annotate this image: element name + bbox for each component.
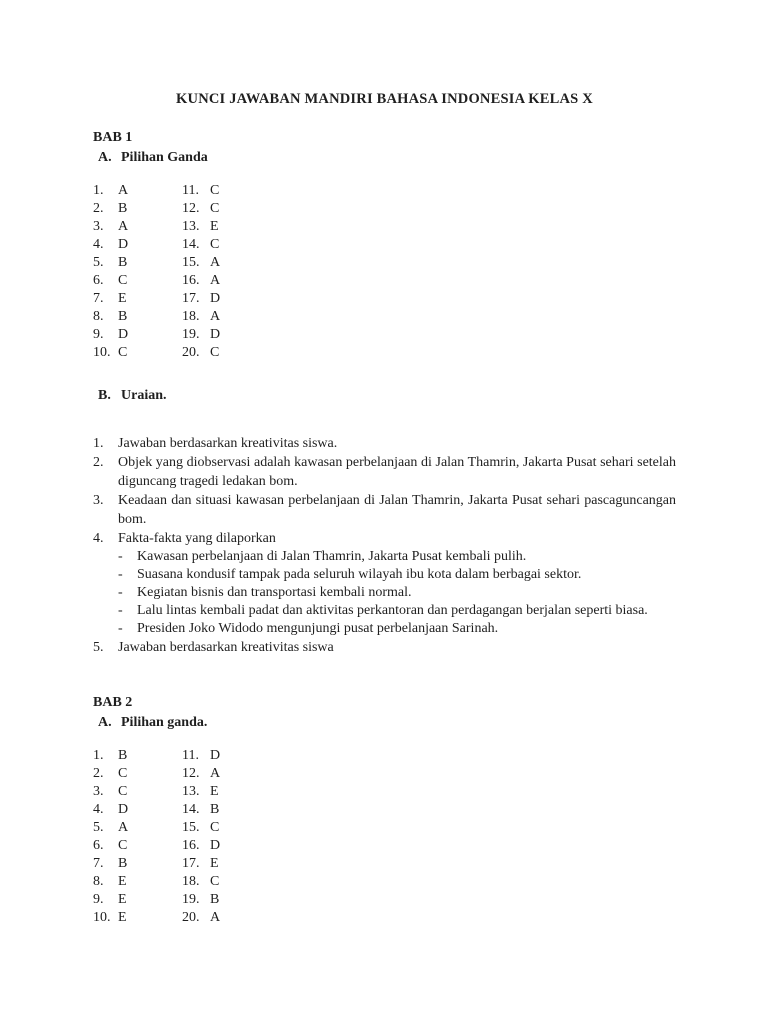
page-title: KUNCI JAWABAN MANDIRI BAHASA INDONESIA KELAS X xyxy=(176,91,593,107)
essay-answer-list-bab1 xyxy=(93,434,676,657)
answer-row xyxy=(93,200,676,218)
essay-item xyxy=(93,529,676,548)
item-marker: 3. xyxy=(93,493,104,508)
question-number: 8. xyxy=(93,874,104,889)
question-number: 1. xyxy=(93,748,104,763)
mc-answer-list-bab1 xyxy=(93,182,676,362)
essay-item xyxy=(93,620,676,638)
answer-letter: C xyxy=(210,237,220,252)
question-number: 3. xyxy=(93,784,104,799)
question-number: 18. xyxy=(182,309,200,324)
answer-letter: A xyxy=(210,273,221,288)
answer-row xyxy=(93,801,676,819)
answer-letter: A xyxy=(210,255,221,270)
chapter-bab1 xyxy=(93,128,676,657)
section-heading-pilihan-ganda-bab2 xyxy=(93,713,676,733)
question-number: 18. xyxy=(182,874,200,889)
answer-letter: E xyxy=(118,892,127,907)
answer-letter: E xyxy=(118,910,127,925)
answer-letter: D xyxy=(118,237,129,252)
answer-letter: B xyxy=(118,856,128,871)
answer-letter: C xyxy=(118,784,128,799)
question-number: 19. xyxy=(182,892,200,907)
question-number: 3. xyxy=(93,219,104,234)
question-number: 20. xyxy=(182,910,200,925)
answer-letter: A xyxy=(210,309,221,324)
item-marker: - xyxy=(118,603,123,618)
question-number: 14. xyxy=(182,237,200,252)
answer-letter: C xyxy=(210,201,220,216)
item-marker: - xyxy=(118,549,123,564)
answer-row xyxy=(93,855,676,873)
answer-row xyxy=(93,747,676,765)
question-number: 17. xyxy=(182,856,200,871)
item-marker: 1. xyxy=(93,436,104,451)
chapter-bab2 xyxy=(93,693,676,927)
item-text: Jawaban berdasarkan kreativitas siswa xyxy=(118,640,334,655)
item-text: Keadaan dan situasi kawasan perbelanjaan di Jalan Thamrin, Jakarta Pusat sehari pascaguncangan bom. xyxy=(118,493,676,527)
answer-row xyxy=(93,344,676,362)
item-marker: 2. xyxy=(93,455,104,470)
question-number: 2. xyxy=(93,201,104,216)
item-marker: - xyxy=(118,567,123,582)
item-text: Kegiatan bisnis dan transportasi kembali normal. xyxy=(137,585,412,600)
answer-letter: E xyxy=(210,784,219,799)
answer-letter: E xyxy=(118,874,127,889)
essay-item xyxy=(93,602,676,620)
answer-letter: D xyxy=(118,802,129,817)
item-text: Presiden Joko Widodo mengunjungi pusat perbelanjaan Sarinah. xyxy=(137,621,499,636)
item-text: Fakta-fakta yang dilaporkan xyxy=(118,531,276,546)
section-label: Uraian. xyxy=(121,388,167,403)
question-number: 12. xyxy=(182,201,200,216)
answer-letter: C xyxy=(210,820,220,835)
answer-row xyxy=(93,272,676,290)
section-letter: B. xyxy=(98,388,111,403)
item-text: Objek yang diobservasi adalah kawasan perbelanjaan di Jalan Thamrin, Jakarta Pusat sehari setelah diguncang tragedi ledakan bom. xyxy=(118,455,676,489)
question-number: 6. xyxy=(93,838,104,853)
section-label: Pilihan ganda. xyxy=(121,715,208,730)
question-number: 15. xyxy=(182,255,200,270)
item-text: Lalu lintas kembali padat dan aktivitas perkantoran dan perdagangan berjalan seperti biasa. xyxy=(137,603,648,618)
answer-letter: C xyxy=(210,874,220,889)
answer-row xyxy=(93,236,676,254)
answer-letter: E xyxy=(210,219,219,234)
essay-item xyxy=(93,566,676,584)
answer-row xyxy=(93,218,676,236)
answer-letter: A xyxy=(210,910,221,925)
item-marker: - xyxy=(118,585,123,600)
answer-row xyxy=(93,783,676,801)
question-number: 8. xyxy=(93,309,104,324)
answer-letter: E xyxy=(210,856,219,871)
answer-letter: D xyxy=(210,327,221,342)
question-number: 13. xyxy=(182,219,200,234)
question-number: 1. xyxy=(93,183,104,198)
question-number: 20. xyxy=(182,345,200,360)
essay-item xyxy=(93,548,676,566)
answer-letter: C xyxy=(118,345,128,360)
question-number: 2. xyxy=(93,766,104,781)
question-number: 7. xyxy=(93,856,104,871)
answer-letter: D xyxy=(210,291,221,306)
answer-row xyxy=(93,326,676,344)
answer-letter: A xyxy=(210,766,221,781)
essay-item xyxy=(93,584,676,602)
section-heading-uraian-bab1 xyxy=(93,386,676,406)
answer-row xyxy=(93,837,676,855)
answer-letter: D xyxy=(210,748,221,763)
answer-letter: C xyxy=(210,183,220,198)
question-number: 16. xyxy=(182,273,200,288)
answer-letter: D xyxy=(118,327,129,342)
question-number: 10. xyxy=(93,345,111,360)
essay-item xyxy=(93,491,676,529)
answer-row xyxy=(93,909,676,927)
answer-row xyxy=(93,819,676,837)
mc-answer-list-bab2 xyxy=(93,747,676,927)
question-number: 17. xyxy=(182,291,200,306)
answer-letter: A xyxy=(118,183,129,198)
answer-letter: B xyxy=(210,802,220,817)
answer-letter: B xyxy=(118,309,128,324)
answer-letter: E xyxy=(118,291,127,306)
answer-letter: B xyxy=(118,748,128,763)
item-marker: - xyxy=(118,621,123,636)
answer-row xyxy=(93,254,676,272)
section-letter: A. xyxy=(98,715,112,730)
answer-letter: C xyxy=(118,838,128,853)
answer-row xyxy=(93,182,676,200)
answer-letter: A xyxy=(118,820,129,835)
essay-item xyxy=(93,453,676,491)
item-text: Kawasan perbelanjaan di Jalan Thamrin, Jakarta Pusat kembali pulih. xyxy=(137,549,527,564)
answer-letter: B xyxy=(118,255,128,270)
answer-letter: B xyxy=(118,201,128,216)
question-number: 16. xyxy=(182,838,200,853)
item-text: Jawaban berdasarkan kreativitas siswa. xyxy=(118,436,338,451)
answer-letter: C xyxy=(118,766,128,781)
section-heading-pilihan-ganda-bab1 xyxy=(93,148,676,168)
question-number: 9. xyxy=(93,892,104,907)
answer-row xyxy=(93,891,676,909)
question-number: 7. xyxy=(93,291,104,306)
chapter-heading-bab1: BAB 1 xyxy=(93,130,133,145)
essay-item xyxy=(93,434,676,453)
question-number: 5. xyxy=(93,820,104,835)
item-marker: 4. xyxy=(93,531,104,546)
question-number: 9. xyxy=(93,327,104,342)
answer-row xyxy=(93,873,676,891)
answer-letter: C xyxy=(118,273,128,288)
section-label: Pilihan Ganda xyxy=(121,150,208,165)
question-number: 6. xyxy=(93,273,104,288)
answer-row xyxy=(93,765,676,783)
answer-letter: A xyxy=(118,219,129,234)
item-marker: 5. xyxy=(93,640,104,655)
answer-letter: C xyxy=(210,345,220,360)
answer-row xyxy=(93,290,676,308)
answer-row xyxy=(93,308,676,326)
answer-letter: B xyxy=(210,892,220,907)
question-number: 19. xyxy=(182,327,200,342)
question-number: 5. xyxy=(93,255,104,270)
question-number: 13. xyxy=(182,784,200,799)
question-number: 14. xyxy=(182,802,200,817)
answer-letter: D xyxy=(210,838,221,853)
question-number: 11. xyxy=(182,183,199,198)
essay-item xyxy=(93,638,676,657)
section-letter: A. xyxy=(98,150,112,165)
question-number: 4. xyxy=(93,802,104,817)
question-number: 10. xyxy=(93,910,111,925)
question-number: 4. xyxy=(93,237,104,252)
chapter-heading-bab2: BAB 2 xyxy=(93,695,133,710)
item-text: Suasana kondusif tampak pada seluruh wilayah ibu kota dalam berbagai sektor. xyxy=(137,567,582,582)
question-number: 11. xyxy=(182,748,199,763)
question-number: 15. xyxy=(182,820,200,835)
question-number: 12. xyxy=(182,766,200,781)
